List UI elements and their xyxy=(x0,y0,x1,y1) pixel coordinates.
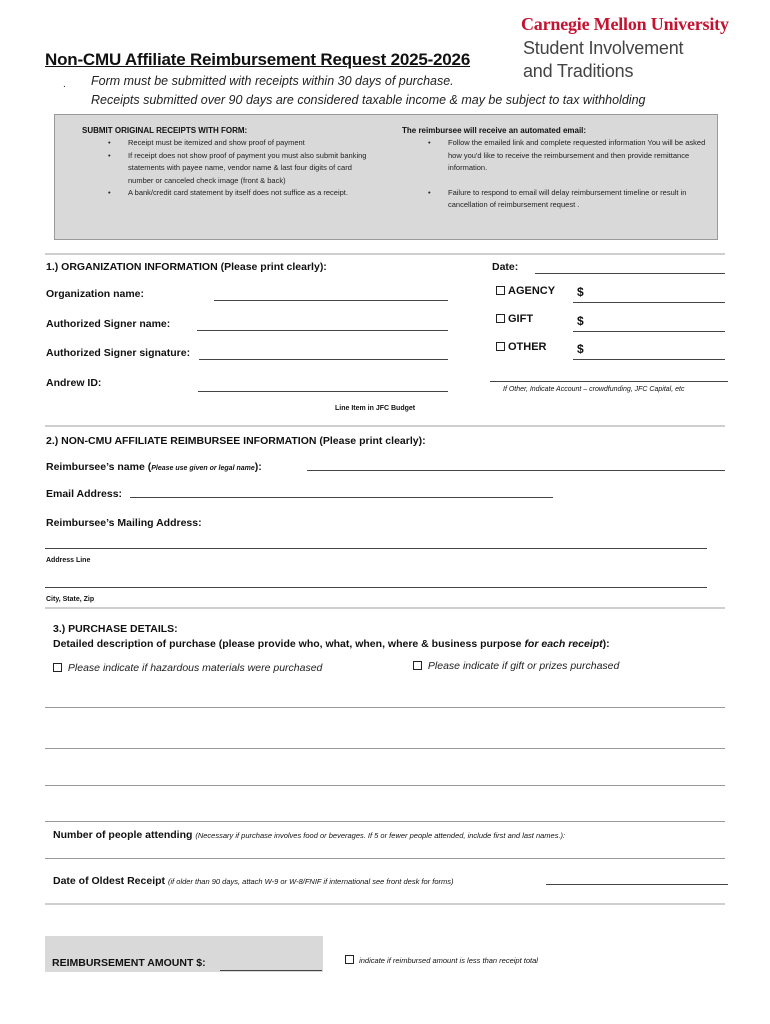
hazardous-materials-checkbox[interactable] xyxy=(53,662,322,674)
gift-prizes-checkbox[interactable] xyxy=(413,660,619,672)
signer-signature-label: Authorized Signer signature: xyxy=(46,347,191,359)
description-line[interactable] xyxy=(45,785,725,786)
dollar-sign: $ xyxy=(577,285,584,299)
oldest-label-text: Date of Oldest Receipt xyxy=(53,875,166,887)
section3-heading: 3.) PURCHASE DETAILS: xyxy=(53,623,178,635)
list-item: • A bank/credit card statement by itself does not suffice as a receipt. xyxy=(128,187,368,200)
signer-name-field[interactable] xyxy=(197,330,448,331)
reimbursement-amount-field[interactable] xyxy=(220,970,322,971)
people-hint-text: (Necessary if purchase involves food or beverages. If 5 or fewer people attended, include first and last names.): xyxy=(195,831,566,840)
department-name-line1: Student Involvement xyxy=(523,38,684,58)
section2-heading: 2.) NON-CMU AFFILIATE REIMBURSEE INFORMATION (Please print clearly): xyxy=(46,435,426,447)
other-label: OTHER xyxy=(508,341,547,353)
other-checkbox[interactable] xyxy=(496,341,547,353)
other-amount-field[interactable] xyxy=(573,359,725,360)
city-state-zip-field[interactable] xyxy=(45,587,707,588)
list-item: • Receipt must be itemized and show proof of payment xyxy=(128,137,368,150)
people-label-text: Number of people attending xyxy=(53,829,193,841)
other-account-field[interactable] xyxy=(490,381,728,382)
dollar-sign: $ xyxy=(577,314,584,328)
section-divider xyxy=(45,903,725,905)
line-item-label: Line Item in JFC Budget xyxy=(335,405,416,412)
email-heading: The reimbursee will receive an automated email: xyxy=(402,126,587,135)
people-attending-field[interactable] xyxy=(45,858,725,859)
signer-signature-field[interactable] xyxy=(199,359,448,360)
checkbox-icon xyxy=(345,955,354,964)
receipts-requirements-list xyxy=(128,137,368,200)
bullet-mark: . xyxy=(63,79,66,90)
andrew-id-field[interactable] xyxy=(198,391,448,392)
reimbursement-amount-box xyxy=(45,936,323,972)
less-than-receipt-checkbox[interactable] xyxy=(345,955,538,965)
reimbursement-amount-label: REIMBURSEMENT AMOUNT $: xyxy=(52,957,206,969)
department-name-line2: and Traditions xyxy=(523,61,634,81)
name-label-text: Reimbursee’s name ( xyxy=(46,461,152,473)
email-instructions-list xyxy=(448,137,716,212)
oldest-receipt-label xyxy=(53,875,454,887)
section1-heading: 1.) ORGANIZATION INFORMATION (Please print clearly): xyxy=(46,261,327,273)
andrew-id-label: Andrew ID: xyxy=(46,377,102,389)
checkbox-icon xyxy=(496,342,505,351)
organization-name-field[interactable] xyxy=(214,300,448,301)
section-divider xyxy=(45,607,725,609)
oldest-receipt-date-field[interactable] xyxy=(546,884,728,885)
gift-prizes-label: Please indicate if gift or prizes purchased xyxy=(427,660,620,672)
mailing-address-label: Reimbursee’s Mailing Address: xyxy=(46,517,202,529)
list-item: • Failure to respond to email will delay reimbursement timeline or result in cancellation of reimbursement request . xyxy=(448,187,716,212)
name-label-end: ): xyxy=(254,461,262,473)
purchase-description-label xyxy=(53,638,610,650)
checkbox-icon xyxy=(413,661,422,670)
oldest-hint-text: (if older than 90 days, attach W-9 or W-8/FNIF if international see front desk for forms) xyxy=(167,877,454,886)
reimbursee-name-field[interactable] xyxy=(307,470,725,471)
section-divider xyxy=(45,253,725,255)
agency-label: AGENCY xyxy=(508,285,556,297)
email-field[interactable] xyxy=(130,497,553,498)
organization-name-label: Organization name: xyxy=(46,288,145,300)
email-label: Email Address: xyxy=(46,488,123,500)
dollar-sign: $ xyxy=(577,342,584,356)
section-divider xyxy=(45,425,725,427)
reimbursee-name-label xyxy=(46,461,262,473)
hazard-label: Please indicate if hazardous materials were purchased xyxy=(67,662,323,674)
university-logo: Carnegie Mellon University xyxy=(521,14,729,34)
address-line-field[interactable] xyxy=(45,548,707,549)
desc-label-text: Detailed description of purchase (please provide who, what, when, where & business purpose xyxy=(53,638,525,650)
date-label: Date: xyxy=(492,261,519,273)
description-line[interactable] xyxy=(45,748,725,749)
agency-checkbox[interactable] xyxy=(496,285,555,297)
form-title: Non-CMU Affiliate Reimbursement Request 2025-2026 xyxy=(45,50,471,69)
checkbox-icon xyxy=(496,286,505,295)
date-field[interactable] xyxy=(535,273,725,274)
gift-checkbox[interactable] xyxy=(496,313,533,325)
gift-amount-field[interactable] xyxy=(573,331,725,332)
name-hint-text: Please use given or legal name xyxy=(151,465,255,472)
list-item: • If receipt does not show proof of payment you must also submit banking statements with payee name, vendor name & last four digits of card number or canceled check image (front & back) xyxy=(128,150,368,188)
gift-label: GIFT xyxy=(508,313,534,325)
other-account-note: If Other, Indicate Account – crowdfunding, JFC Capital, etc xyxy=(503,386,685,393)
taxable-income-note: Receipts submitted over 90 days are considered taxable income & may be subject to tax withholding xyxy=(91,93,646,107)
agency-amount-field[interactable] xyxy=(573,302,725,303)
list-item: • Follow the emailed link and complete requested information You will be asked how you'd like to receive the reimbursement and then provide remittance information. xyxy=(448,137,716,175)
checkbox-icon xyxy=(496,314,505,323)
less-than-receipt-label: indicate if reimbursed amount is less than receipt total xyxy=(359,956,538,965)
desc-label-italic: for each receipt xyxy=(524,638,603,650)
checkbox-icon xyxy=(53,663,62,672)
people-attending-label xyxy=(53,829,565,841)
signer-name-label: Authorized Signer name: xyxy=(46,318,171,330)
city-state-zip-label: City, State, Zip xyxy=(46,596,95,603)
instructions-box xyxy=(54,114,718,240)
description-line[interactable] xyxy=(45,821,725,822)
receipts-heading: SUBMIT ORIGINAL RECEIPTS WITH FORM: xyxy=(82,126,248,135)
submission-deadline-note: Form must be submitted with receipts within 30 days of purchase. xyxy=(91,74,454,88)
desc-label-end: ): xyxy=(602,638,610,650)
description-line[interactable] xyxy=(45,707,725,708)
address-line-label: Address Line xyxy=(46,557,91,564)
